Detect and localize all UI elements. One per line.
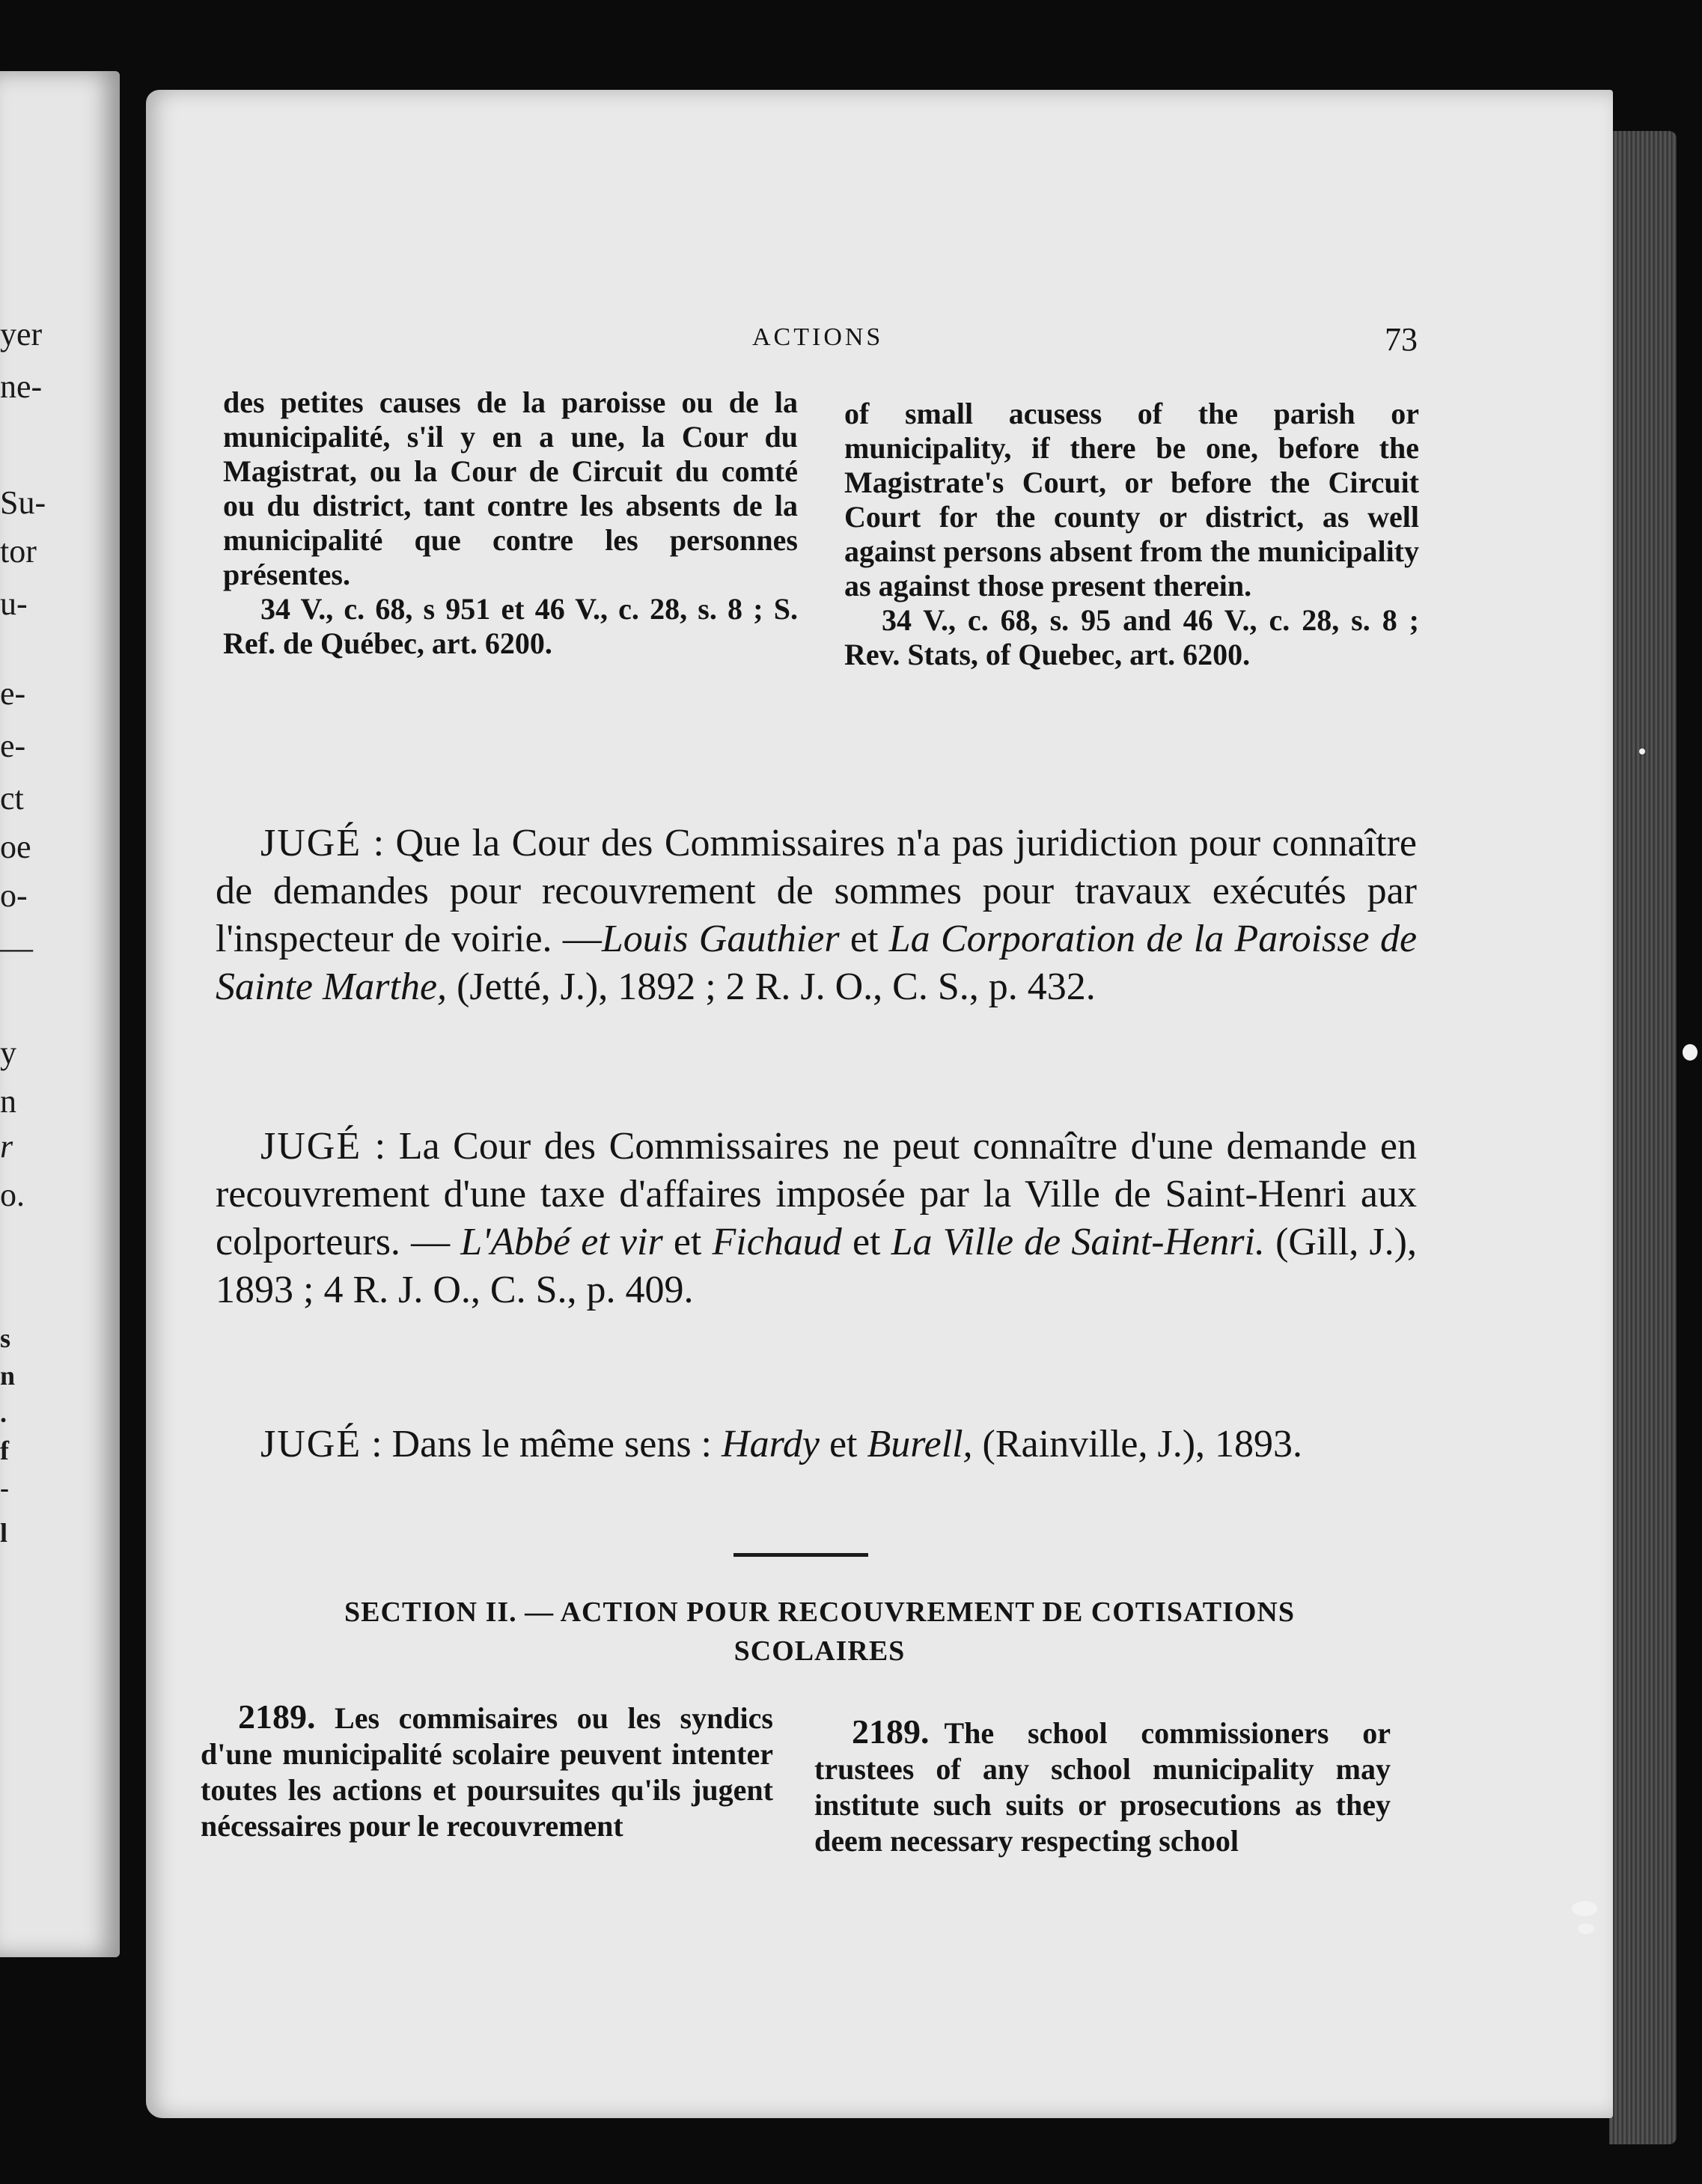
page-fore-edge [1609, 131, 1677, 2144]
section-heading [225, 1593, 1415, 1671]
left-page-fragment: e- [0, 728, 26, 764]
left-page-fragment: l [0, 1518, 8, 1548]
case-name: La Corporation de la Paroisse de Sainte Marthe, [216, 918, 1418, 1008]
english-paragraph: of small acusess of the parish or municipality, if there be one, before the Magistrate's Court, or before the Circuit Court for the county or district, as well against persons absent from the municipality as against those present therein. [844, 397, 1419, 603]
paper-speck [1572, 1901, 1597, 1916]
previous-page-edge [0, 71, 120, 1957]
article-number: 2189. [852, 1712, 930, 1751]
case-name: Burell, [867, 1423, 973, 1465]
left-page-fragment: n [0, 1361, 16, 1391]
left-page-fragment: ct [0, 780, 24, 817]
section-divider [733, 1553, 868, 1557]
article-2189-french [201, 1699, 773, 1844]
judgment-label: JUGÉ [260, 1423, 362, 1465]
french-column-top [223, 385, 798, 661]
left-page-fragment: — [0, 930, 33, 966]
english-reference: 34 V., c. 68, s. 95 and 46 V., c. 28, s. 8 ; Rev. Stats, of Quebec, art. 6200. [844, 603, 1419, 671]
english-column-top [844, 397, 1419, 672]
left-page-fragment: oe [0, 829, 31, 865]
judgment-2 [216, 1123, 1417, 1314]
left-page-fragment: r [0, 1128, 13, 1165]
section-heading-line: SECTION II. — ACTION POUR RECOUVREMENT DE COTISATIONS [344, 1596, 1295, 1628]
left-page-fragment: . [0, 1398, 7, 1428]
judgment-1 [216, 820, 1417, 1011]
left-page-fragment: - [0, 1473, 9, 1503]
left-page-fragment: o- [0, 877, 28, 914]
case-name: La Ville de Saint-Henri. [891, 1221, 1265, 1263]
judgment-text: : Que la Cour des Commissaires n'a pas juridiction pour connaître de demandes pour recouvrement de sommes pour travaux exécutés par l'inspecteur de voirie. — [216, 822, 1417, 960]
case-name: Hardy [722, 1423, 820, 1465]
section-heading-line: SCOLAIRES [733, 1635, 906, 1667]
left-page-fragment: yer [0, 316, 43, 353]
paper-speck [1683, 1044, 1698, 1061]
judgment-text: et [841, 1221, 891, 1263]
french-reference: 34 V., c. 68, s 951 et 46 V., c. 28, s. 8 ; S. Ref. de Québec, art. 6200. [223, 592, 798, 660]
page-number: 73 [1385, 321, 1418, 358]
paper-speck [1578, 1924, 1594, 1934]
article-text: Les commisaires ou les syndics d'une municipalité scolaire peuvent intenter toutes les actions et poursuites qu'ils jugent nécessaires pour le recouvrement [201, 1701, 773, 1843]
judgment-text: et [662, 1221, 713, 1263]
judgment-label: JUGÉ [260, 822, 362, 864]
left-page-fragment: s [0, 1323, 11, 1353]
article-number: 2189. [238, 1698, 316, 1736]
judgment-text: et [819, 1423, 867, 1465]
french-paragraph: des petites causes de la paroisse ou de la municipalité, s'il y en a une, la Cour du Magistrat, ou la Cour de Circuit du comté ou du district, tant contre les absents de la municipalité que contre les personnes présentes. [223, 385, 798, 591]
case-name: Louis Gauthier [601, 918, 840, 960]
judgment-citation: (Rainville, J.), 1893. [972, 1423, 1303, 1465]
paper-speck [1639, 748, 1645, 754]
left-page-fragment: u- [0, 585, 28, 622]
article-text: The school commissioners or trustees of any school municipality may institute such suits or prosecutions as they deem necessary respecting school [814, 1716, 1391, 1858]
left-page-fragment: o. [0, 1177, 25, 1213]
judgment-text: : Dans le même sens : [362, 1423, 722, 1465]
left-page-fragment: n [0, 1083, 16, 1120]
left-page-fragment: ne- [0, 368, 43, 405]
left-page-fragment: e- [0, 675, 26, 712]
judgment-text: et [839, 918, 889, 960]
left-page-fragment: Su- [0, 484, 46, 521]
running-title: ACTIONS [752, 323, 884, 351]
judgment-citation: (Gill, J.), 1893 ; 4 R. J. O., C. S., p. 409. [216, 1221, 1417, 1311]
case-name: Fichaud [712, 1221, 842, 1263]
judgment-3 [216, 1421, 1417, 1468]
judgment-text: : La Cour des Commissaires ne peut connaître d'une demande en recouvrement d'une taxe d'affaires imposée par la Ville de Saint-Henri aux colporteurs. — [216, 1125, 1417, 1263]
judgment-citation: (Jetté, J.), 1892 ; 2 R. J. O., C. S., p. 432. [447, 966, 1096, 1008]
left-page-fragment: tor [0, 533, 37, 570]
left-page-fragment: f [0, 1436, 9, 1465]
case-name: L'Abbé et vir [460, 1221, 663, 1263]
article-2189-english [814, 1714, 1391, 1859]
left-page-fragment: y [0, 1034, 16, 1071]
judgment-label: JUGÉ [260, 1125, 362, 1168]
